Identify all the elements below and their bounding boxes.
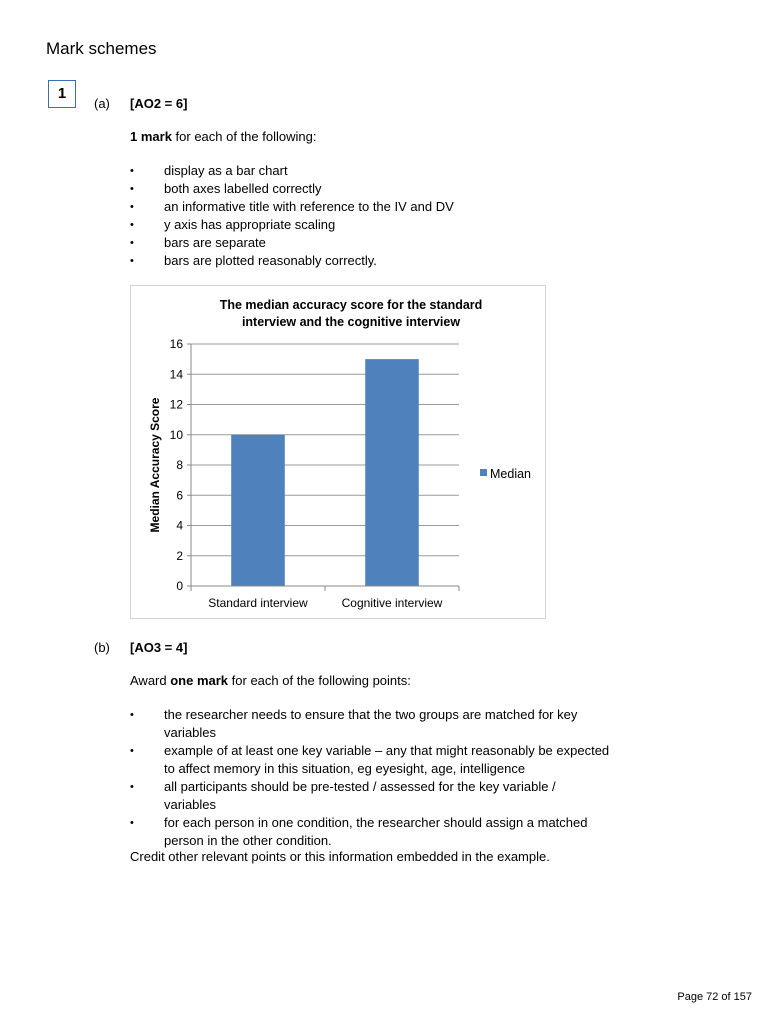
list-item: • both axes labelled correctly [130,181,322,196]
bar-chart [131,286,545,618]
bar [231,435,285,586]
list-item-text: for each person in one condition, the researcher should assign a matched person in the other condition. [164,815,588,848]
chart-title-line-1: The median accuracy score for the standard [219,298,483,312]
list-item: • for each person in one condition, the researcher should assign a matched person in the other condition. [130,815,588,848]
x-tick-label: Standard interview [208,596,308,610]
list-item-text: example of at least one key variable – any that might reasonably be expected to affect memory in this situation, eg eyesight, age, intelligence [164,743,610,776]
part-a-intro-rest: for each of the following: [171,129,317,144]
chart-title-line-2: interview and the cognitive interview [241,315,461,329]
y-tick-label: 4 [176,518,183,533]
part-a-marks: [AO2 = 6] [130,96,188,111]
part-a-label: (a) [94,96,110,111]
y-tick-label: 6 [176,488,183,503]
legend-swatch [480,469,487,476]
bar [365,359,419,586]
list-item: • y axis has appropriate scaling [130,217,336,232]
list-item-text: both axes labelled correctly [164,181,322,196]
chart-frame [130,285,546,619]
list-item-text: display as a bar chart [164,163,288,178]
part-a-bullet-list [130,162,550,270]
part-b-label: (b) [94,640,110,655]
list-item: • all participants should be pre-tested / assessed for the key variable / variables [130,779,556,812]
list-item-text: y axis has appropriate scaling [164,217,336,232]
part-a-intro [130,129,316,144]
list-item-text: bars are separate [164,235,266,250]
page-heading: Mark schemes [46,39,157,58]
part-b-closing: Credit other relevant points or this information embedded in the example. [130,849,550,864]
y-tick-label: 2 [176,548,183,563]
part-b-intro-pre: Award [130,673,171,688]
part-b-bullet-list [130,706,610,850]
part-a-intro-bold: 1 mark [130,129,172,144]
list-item-text: the researcher needs to ensure that the two groups are matched for key variables [164,707,578,740]
part-b-marks: [AO3 = 4] [130,640,188,655]
y-tick-label: 8 [176,458,183,472]
list-item-text: an informative title with reference to the IV and DV [164,199,454,214]
y-tick-label: 0 [176,579,183,593]
y-tick-label: 12 [169,397,183,412]
part-b-intro-rest: for each of the following points: [228,673,411,688]
list-item: • the researcher needs to ensure that the two groups are matched for key variables [130,707,578,740]
legend-label: Median [490,467,531,481]
list-item: • bars are separate [130,235,266,250]
page-footer: Page 72 of 157 [677,991,752,1003]
list-item: • example of at least one key variable – any that might reasonably be expected to affect memory in this situation, eg eyesight, age, intelligence [130,743,610,776]
list-item-text: all participants should be pre-tested / assessed for the key variable / variables [164,779,556,812]
part-b-intro [130,673,411,688]
y-tick-label: 14 [169,367,183,382]
part-b-intro-bold: one mark [170,673,229,688]
plot-area [170,337,531,610]
y-tick-label: 10 [169,427,183,442]
x-tick-label: Cognitive interview [341,596,443,610]
y-tick-label: 16 [169,337,183,351]
list-item: • bars are plotted reasonably correctly. [130,253,377,268]
list-item: • an informative title with reference to the IV and DV [130,199,454,214]
list-item-text: bars are plotted reasonably correctly. [164,253,377,268]
list-item: • display as a bar chart [130,163,288,178]
question-number-box: 1 [48,80,76,108]
y-axis-label: Median Accuracy Score [148,397,162,533]
